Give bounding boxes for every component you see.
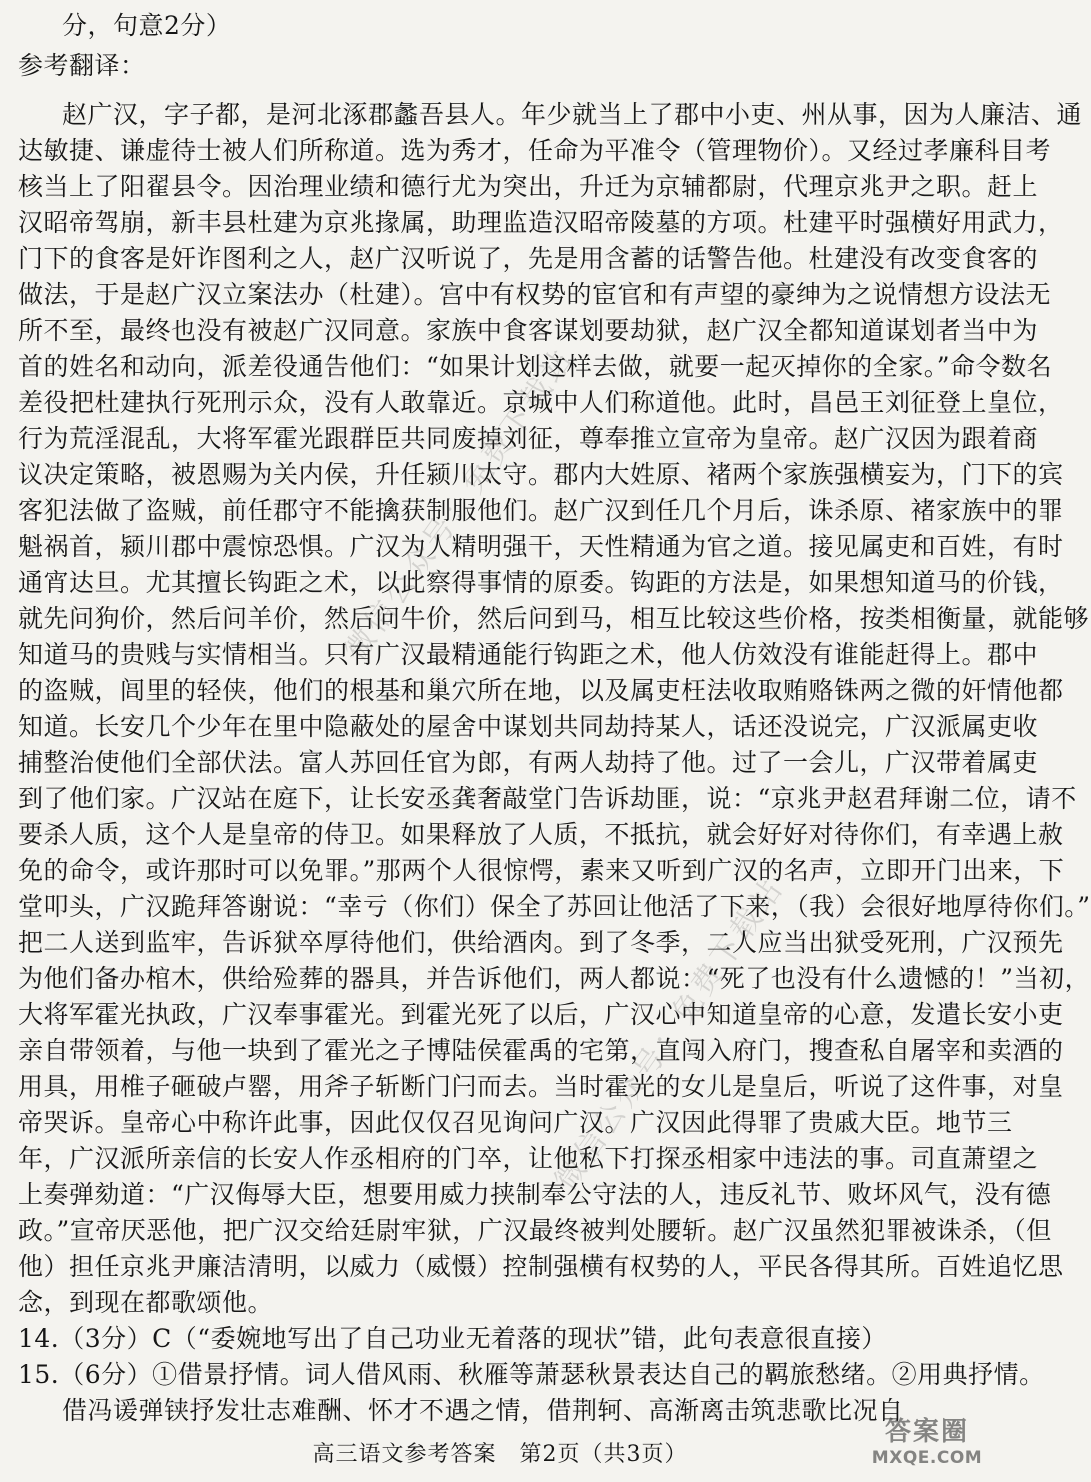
text-line: 上奏弹劾道：“广汉侮辱大臣，想要用威力挟制奉公守法的人，违反礼节、败坏风气，没有德	[18, 1180, 1052, 1209]
text-line: 堂叩头，广汉跪拜答谢说：“幸亏（你们）保全了苏回让他活了下来，（我）会很好地厚待你们。”	[18, 892, 1091, 921]
text-line: 达敏捷、谦虚待士被人们所称道。选为秀才，任命为平准令（管理物价）。又经过孝廉科目考	[18, 136, 1052, 165]
answer-14: 14.（3分）C（“委婉地写出了自己功业无着落的现状”错，此句表意很直接）	[18, 1324, 887, 1353]
translation-heading: 参考翻译：	[18, 51, 146, 80]
text-line: 客犯法做了盗贼，前任郡守不能擒获制服他们。赵广汉到任几个月后，诛杀原、褚家族中的罪	[18, 496, 1064, 525]
text-line: 就先问狗价，然后问羊价，然后问牛价，然后问到马，相互比较这些价格，按类相衡量，就能够	[18, 604, 1090, 633]
text-line: 做法，于是赵广汉立案法办（杜建）。宫中有权势的宦官和有声望的豪绅为之说情想方设法无	[18, 280, 1052, 309]
text-line: 到了他们家。广汉站在庭下，让长安丞龚奢敲堂门告诉劫匪，说：“京兆尹赵君拜谢二位，请不	[18, 784, 1077, 813]
text-line: 把二人送到监牢，告诉狱卒厚待他们，供给酒肉。到了冬季，二人应当出狱受死刑，广汉预先	[18, 928, 1064, 957]
site-logo	[862, 1400, 992, 1478]
text-line: 捕整治使他们全部伏法。富人苏回任官为郎，有两人劫持了他。过了一会儿，广汉带着属吏	[18, 748, 1039, 777]
text-line: 魁祸首，颍川郡中震惊恐惧。广汉为人精明强干，天性精通为官之道。接见属吏和百姓，有时	[18, 532, 1064, 561]
answer-15-continued: 借冯谖弹铗抒发壮志难酬、怀才不遇之情，借荆轲、高渐离击筑悲歌比况自	[62, 1396, 904, 1425]
text-line: 免的命令，或许那时可以免罪。”那两个人很惊愕，素来又听到广汉的名声，立即开门出来，下	[18, 856, 1065, 885]
text-line: 核当上了阳翟县令。因治理业绩和德行尤为突出，升迁为京辅都尉，代理京兆尹之职。赶上	[18, 172, 1039, 201]
text-line: 首的姓名和动向，派差役通告他们：“如果计划这样去做，就要一起灭掉你的全家。”命令数名	[18, 352, 1053, 381]
text-line: 所不至，最终也没有被赵广汉同意。家族中食客谋划要劫狱，赵广汉全都知道谋划者当中为	[18, 316, 1039, 345]
text-line: 为他们备办棺木，供给殓葬的器具，并告诉他们，两人都说：“死了也没有什么遗憾的！”当初，	[18, 964, 1091, 993]
text-line: 知道马的贵贱与实情相当。只有广汉最精通能行钩距之术，他人仿效没有谁能赶得上。郡中	[18, 640, 1039, 669]
text-line: 门下的食客是奸诈图利之人，赵广汉听说了，先是用含蓄的话警告他。杜建没有改变食客的	[18, 244, 1039, 273]
text-line: 要杀人质，这个人是皇帝的侍卫。如果释放了人质，不抵抗，就会好好对待你们，有幸遇上赦	[18, 820, 1064, 849]
watermark: 微信公众号：免费下载站	[548, 870, 792, 1198]
page-footer: 高三语文参考答案 第2页（共3页）	[312, 1442, 688, 1467]
text-line: 汉昭帝驾崩，新丰县杜建为京兆掾属，助理监造汉昭帝陵墓的方项。杜建平时强横好用武力，	[18, 208, 1064, 237]
text-line: 知道。长安几个少年在里中隐蔽处的屋舍中谋划共同劫持某人，话还没说完，广汉派属吏收	[18, 712, 1039, 741]
text-line: 差役把杜建执行死刑示众，没有人敢靠近。京城中人们称道他。此时，昌邑王刘征登上皇位，	[18, 388, 1064, 417]
text-line: 通宵达旦。尤其擅长钩距之术，以此察得事情的原委。钩距的方法是，如果想知道马的价钱，	[18, 568, 1064, 597]
watermark: 微信公众号：免费下载站	[338, 340, 582, 668]
text-line: 行为荒淫混乱，大将军霍光跟群臣共同废掉刘征，尊奉推立宣帝为皇帝。赵广汉因为跟着商	[18, 424, 1039, 453]
text-line: 帝哭诉。皇帝心中称许此事，因此仅仅召见询问广汉。广汉因此得罪了贵戚大臣。地节三	[18, 1108, 1013, 1137]
text-line: 议决定策略，被恩赐为关内侯，升任颍川太守。郡内大姓原、褚两个家族强横妄为，门下的宾	[18, 460, 1064, 489]
text-line: 赵广汉，字子都，是河北涿郡蠡吾县人。年少就当上了郡中小吏、州从事，因为人廉洁、通	[62, 100, 1083, 129]
text-line: 亲自带领着，与他一块到了霍光之子博陆侯霍禹的宅第，直闯入府门，搜查私自屠宰和卖酒的	[18, 1036, 1064, 1065]
text-line: 政。”宣帝厌恶他，把广汉交给廷尉牢狱，广汉最终被判处腰斩。赵广汉虽然犯罪被诛杀，（但	[18, 1216, 1052, 1245]
text-line: 大将军霍光执政，广汉奉事霍光。到霍光死了以后，广汉心中知道皇帝的心意，发遣长安小吏	[18, 1000, 1064, 1029]
answer-15: 15.（6分）①借景抒情。词人借风雨、秋雁等萧瑟秋景表达自己的羁旅愁绪。②用典抒情。	[18, 1360, 1045, 1389]
text-line: 念，到现在都歌颂他。	[18, 1288, 274, 1317]
text-line: 年，广汉派所亲信的长安人作丞相府的门卒，让他私下打探丞相家中违法的事。司直萧望之	[18, 1144, 1039, 1173]
logo-brand: 答案圈	[884, 1416, 969, 1447]
text-line: 的盗贼，闾里的轻侠，他们的根基和巢穴所在地，以及属吏枉法收取贿赂铢两之微的奸情他都	[18, 676, 1064, 705]
text-line: 分，句意2分）	[62, 11, 232, 40]
logo-url: MXQE.COM	[871, 1447, 983, 1468]
text-line: 用具，用椎子砸破卢罂，用斧子斩断门闩而去。当时霍光的女儿是皇后，听说了这件事，对皇	[18, 1072, 1064, 1101]
text-line: 他）担任京兆尹廉洁清明，以威力（威慑）控制强横有权势的人，平民各得其所。百姓追忆思	[18, 1252, 1064, 1281]
